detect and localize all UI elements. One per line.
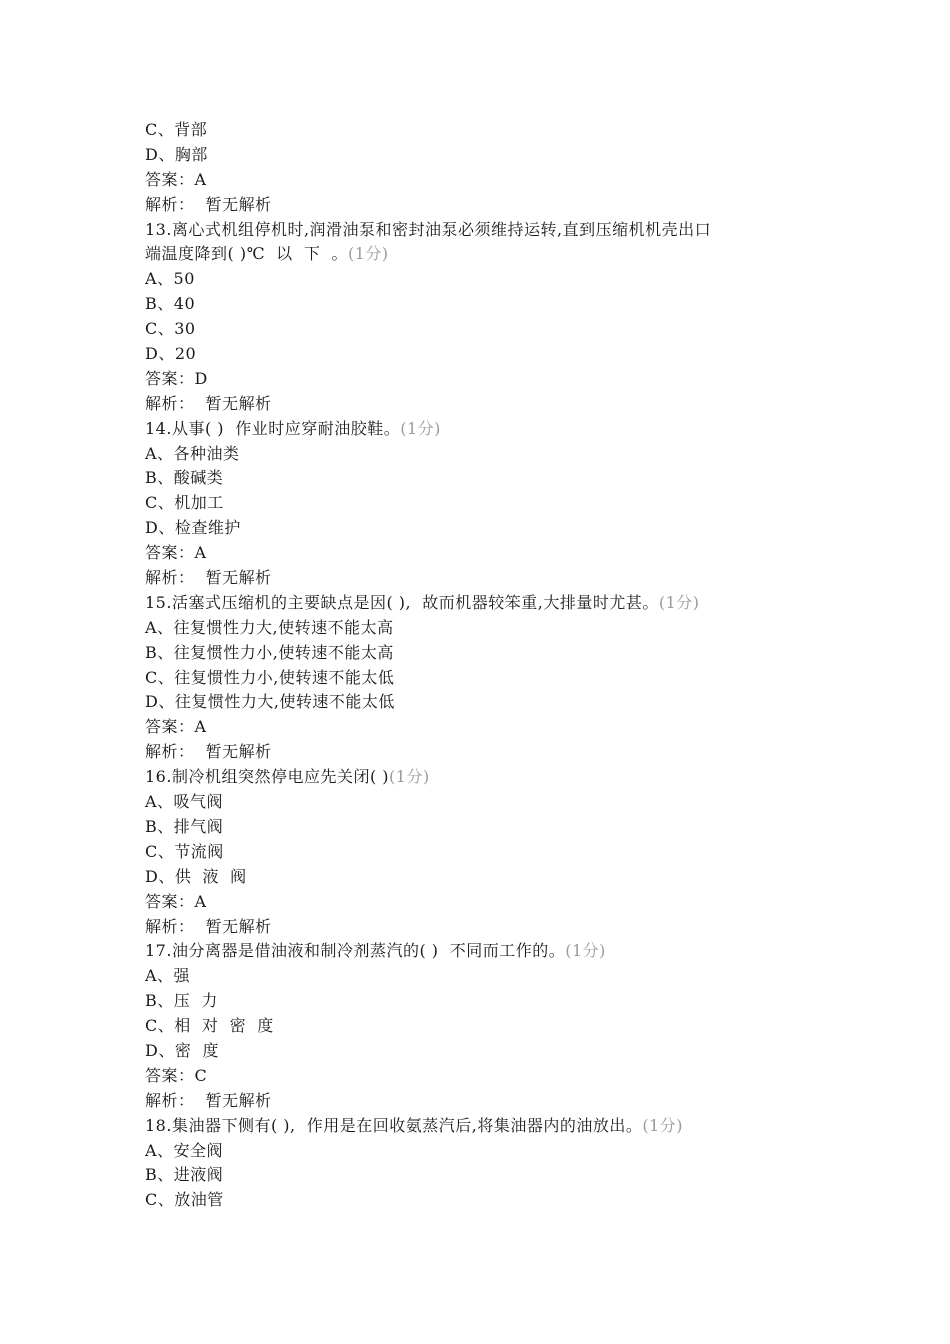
question-13-line-2: 端温度降到( )℃ 以 下 。(1分) (145, 244, 389, 264)
question-13-line-1: 13.离心式机组停机时,润滑油泵和密封油泵必须维持运转,直到压缩机机壳出口 (145, 219, 712, 239)
option-line: C、机加工 (145, 493, 224, 513)
score-label: (1分) (565, 941, 606, 961)
option-line: D、往复惯性力大,使转速不能太低 (145, 692, 395, 712)
option-line: C、背部 (145, 120, 208, 139)
score-label: (1分) (348, 244, 389, 264)
option-line: C、30 (145, 319, 196, 339)
option-line: A、往复惯性力大,使转速不能太高 (145, 617, 394, 637)
option-line: B、40 (145, 294, 196, 314)
option-line: C、放油管 (145, 1190, 224, 1210)
score-label: (1分) (658, 592, 700, 612)
option-line: A、各种油类 (145, 443, 240, 463)
option-line: B、排气阀 (145, 816, 224, 836)
document-page (145, 118, 825, 1213)
explanation-line: 解析： 暂无解析 (145, 916, 272, 936)
explanation-line: 解析： 暂无解析 (145, 568, 272, 588)
score-label: (1分) (400, 418, 441, 438)
answer-line: 答案：A (145, 891, 207, 911)
answer-line: 答案：A (145, 169, 207, 189)
explanation-line: 解析： 暂无解析 (145, 1090, 272, 1110)
question-18: 18.集油器下侧有( ), 作用是在回收氨蒸汽后,将集油器内的油放出。(1分) (145, 1115, 684, 1135)
option-line: D、20 (145, 344, 197, 364)
score-label: (1分) (642, 1115, 684, 1135)
question-17: 17.油分离器是借油液和制冷剂蒸汽的( ) 不同而工作的。(1分) (145, 941, 606, 961)
option-line: B、压 力 (145, 991, 218, 1011)
answer-line: 答案：A (145, 717, 207, 737)
option-line: D、密 度 (145, 1040, 220, 1060)
option-line: A、强 (145, 966, 191, 986)
option-line: A、吸气阀 (145, 792, 224, 812)
score-label: (1分) (389, 767, 430, 787)
option-line: B、酸碱类 (145, 468, 224, 488)
answer-line: 答案：A (145, 543, 207, 563)
option-line: C、节流阀 (145, 841, 224, 861)
option-line: A、安全阀 (145, 1140, 224, 1160)
question-16: 16.制冷机组突然停电应先关闭( )(1分) (145, 767, 430, 787)
option-line: C、往复惯性力小,使转速不能太低 (145, 667, 395, 687)
answer-line: 答案：C (145, 1065, 208, 1085)
option-line: B、进液阀 (145, 1165, 224, 1185)
option-line: D、供 液 阀 (145, 866, 247, 886)
explanation-line: 解析： 暂无解析 (145, 194, 272, 214)
question-15: 15.活塞式压缩机的主要缺点是因( ), 故而机器较笨重,大排量时尤甚。(1分) (145, 592, 700, 612)
option-line: B、往复惯性力小,使转速不能太高 (145, 642, 394, 662)
option-line: C、相 对 密 度 (145, 1016, 274, 1036)
option-line: A、50 (145, 269, 195, 289)
explanation-line: 解析： 暂无解析 (145, 742, 272, 762)
option-line: D、检查维护 (145, 518, 241, 538)
option-line: D、胸部 (145, 144, 208, 164)
answer-line: 答案：D (145, 368, 208, 388)
explanation-line: 解析： 暂无解析 (145, 393, 272, 413)
question-14: 14.从事( ) 作业时应穿耐油胶鞋。(1分) (145, 418, 441, 438)
